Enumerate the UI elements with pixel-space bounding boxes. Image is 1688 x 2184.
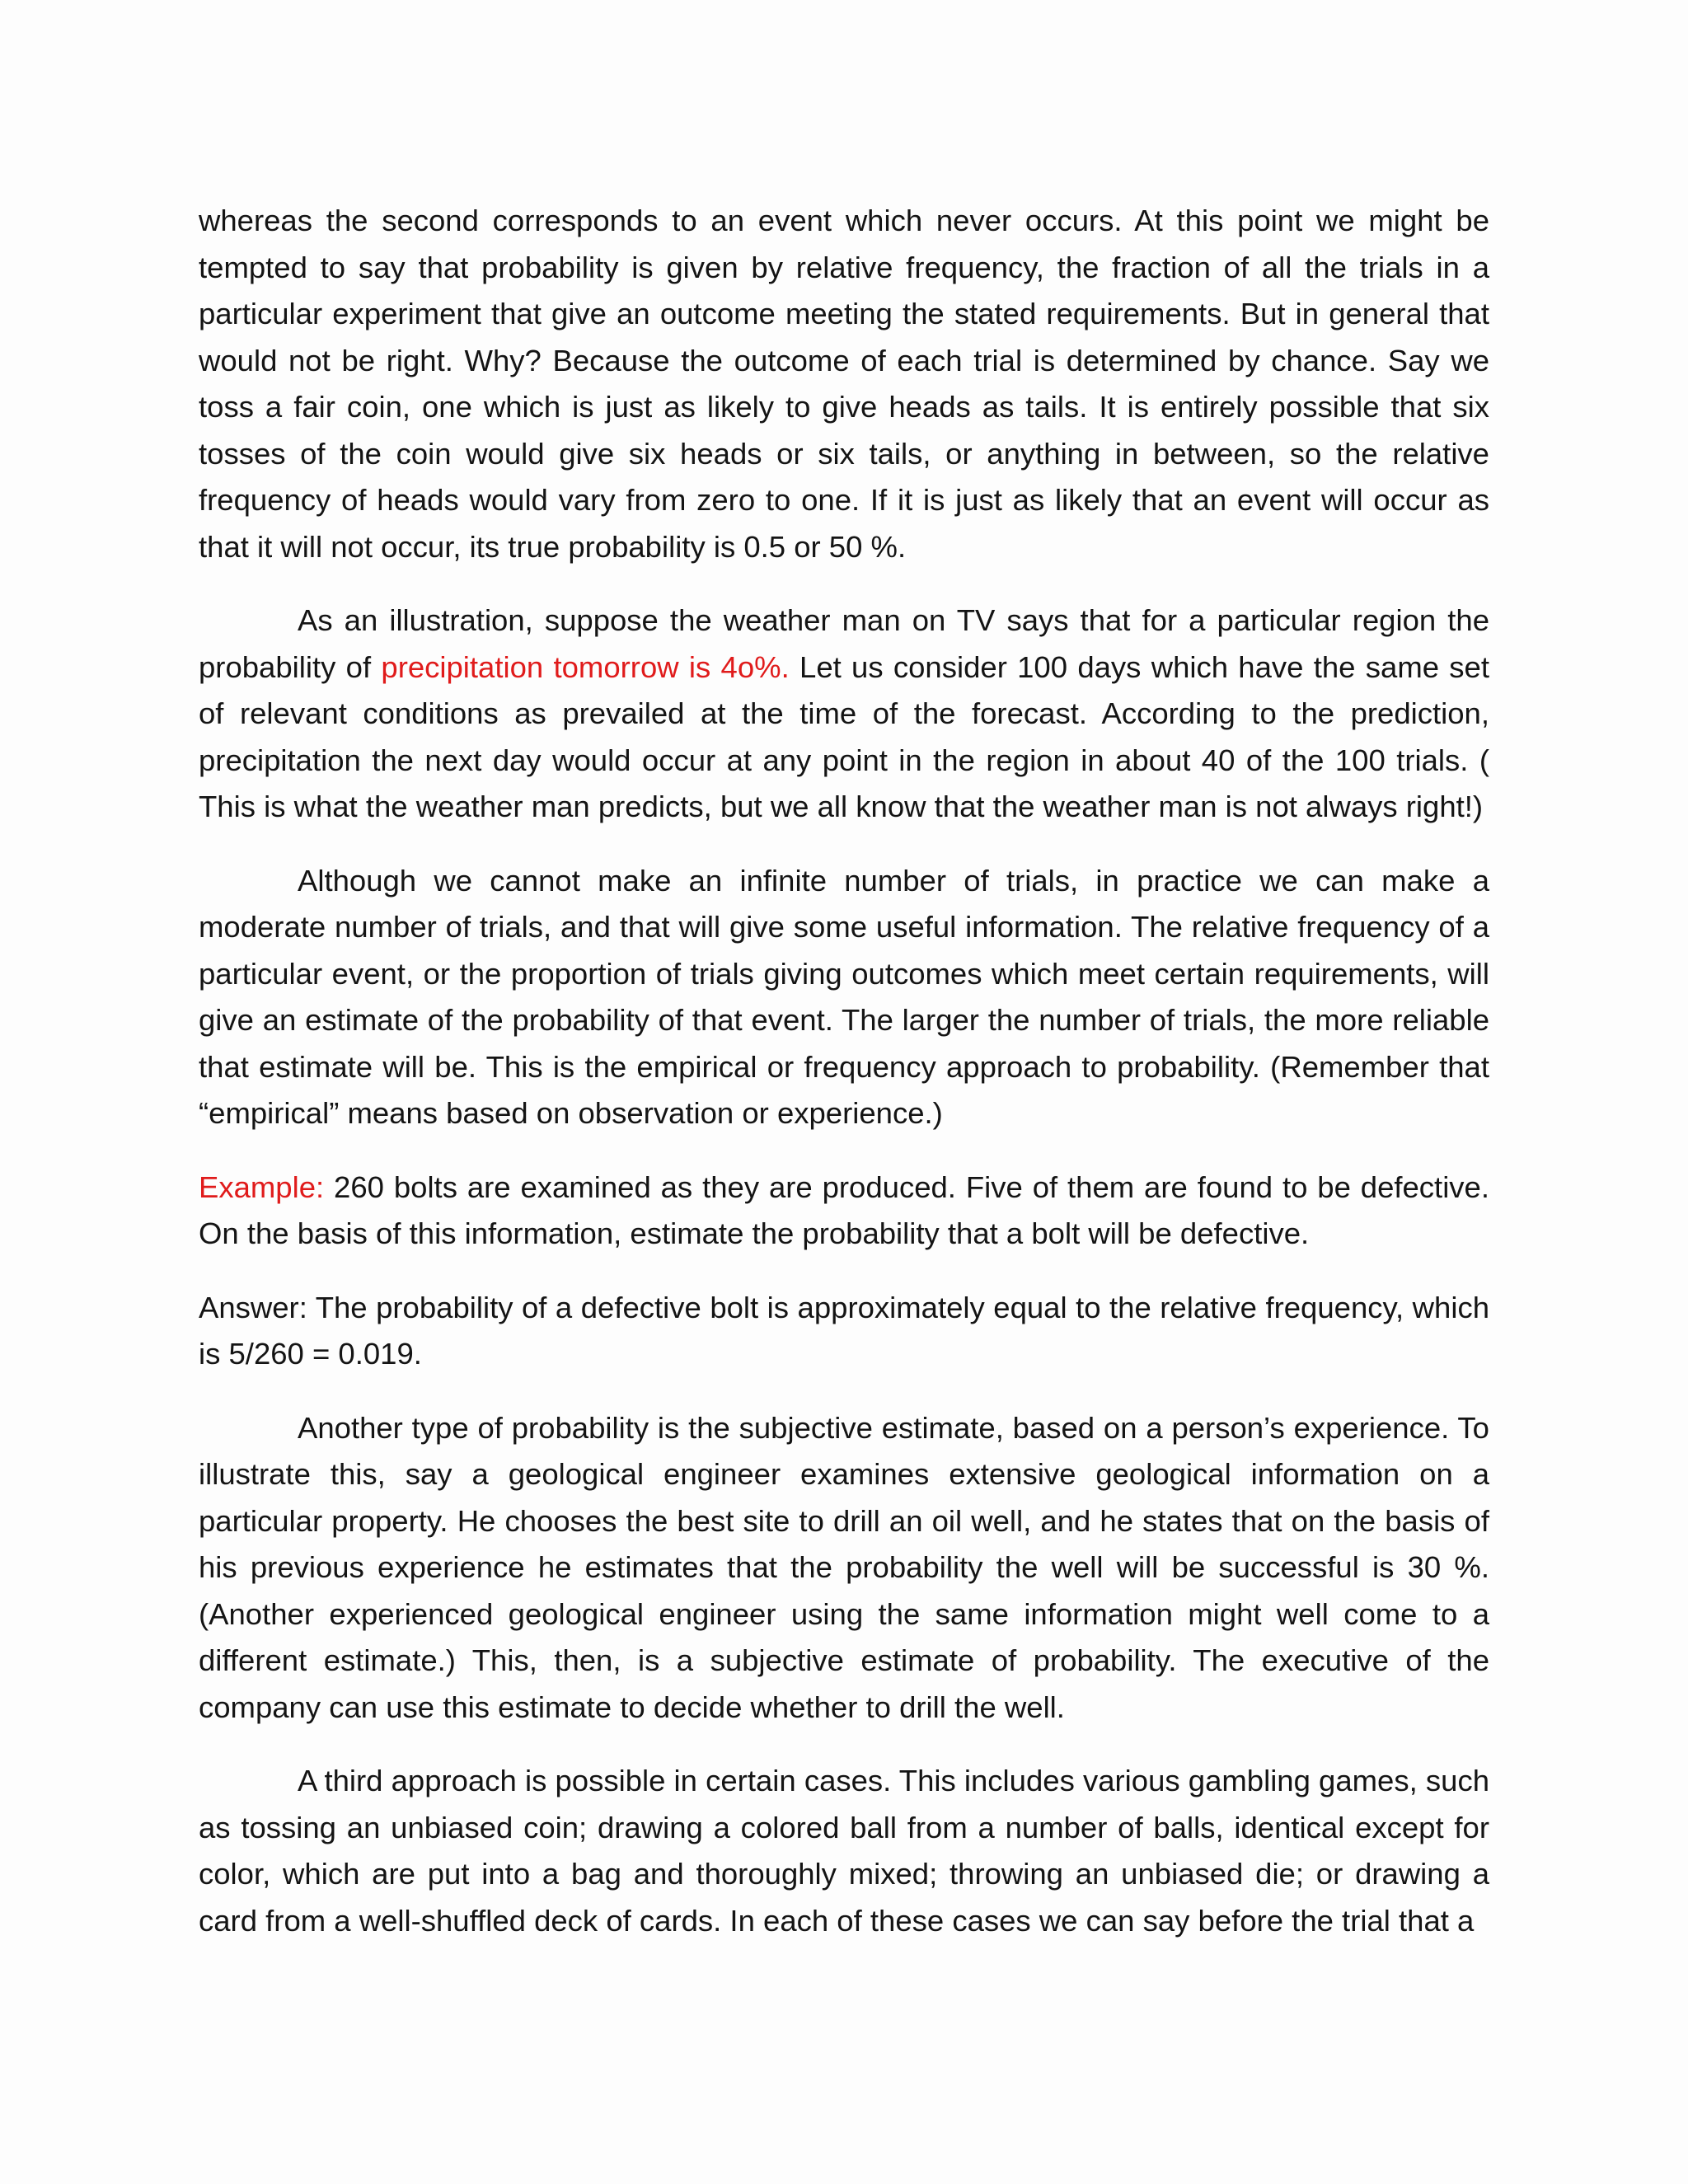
paragraph-answer: Answer: The probability of a defective bolt is approximately equal to the relative frequency, which is 5/260 = 0.019. bbox=[199, 1290, 1489, 1371]
weather-text-before: As an illustration, suppose the weather man on TV says that for a particular region the probability of bbox=[199, 603, 1489, 684]
document-body bbox=[199, 198, 1489, 1971]
weather-highlight: precipitation tomorrow is 4o%. bbox=[381, 649, 790, 684]
paragraph-relative-frequency: whereas the second corresponds to an event which never occurs. At this point we might be tempted to say that probability is given by relative frequency, the fraction of all the trials in a particular experiment that give an outcome meeting the stated requirements. But in general that would not be right. Why? Because the outcome of each trial is determined by chance. Say we toss a fair coin, one which is just as likely to give heads as tails. It is entirely possible that six tosses of the coin would give six heads or six tails, or anything in between, so the relative frequency of heads would vary from zero to one. If it is just as likely that an event will occur as that it will not occur, its true probability is 0.5 or 50 %. bbox=[199, 204, 1489, 564]
paragraph-empirical-approach: Although we cannot make an infinite number of trials, in practice we can make a moderate number of trials, and that will give some useful information. The relative frequency of a particular event, or the proportion of trials giving outcomes which meet certain requirements, will give an estimate of the probability of that event. The larger the number of trials, the more reliable that estimate will be. This is the empirical or frequency approach to probability. (Remember that “empirical” means based on observation or experience.) bbox=[199, 863, 1489, 1130]
paragraph-weather-illustration bbox=[199, 598, 1489, 831]
weather-text-after: Let us consider 100 days which have the same set of relevant conditions as prevailed at the time of the forecast. According to the prediction, precipitation the next day would occur at any point in the region in about 40 of the 100 trials. ( This is what the weather man predicts, but we all know that the weather man is not always right!) bbox=[199, 649, 1490, 823]
paragraph-third-approach: A third approach is possible in certain cases. This includes various gambling games, such as tossing an unbiased coin; drawing a colored ball from a number of balls, identical except for color, which are put into a bag and thoroughly mixed; throwing an unbiased die; or drawing a card from a well-shuffled deck of cards. In each of these cases we can say before the trial that a bbox=[199, 1764, 1489, 1938]
example-label: Example: bbox=[199, 1169, 325, 1204]
example-text: 260 bolts are examined as they are produced. Five of them are found to be defective. On the basis of this information, estimate the probability that a bolt will be defective. bbox=[199, 1169, 1489, 1250]
paragraph-subjective-estimate: Another type of probability is the subjective estimate, based on a person’s experience. To illustrate this, say a geological engineer examines extensive geological information on a particular property. He chooses the best site to drill an oil well, and he states that on the basis of his previous experience he estimates that the probability the well will be successful is 30 %. (Another experienced geological engineer using the same information might well come to a different estimate.) This, then, is a subjective estimate of probability. The executive of the company can use this estimate to decide whether to drill the well. bbox=[199, 1410, 1489, 1724]
paragraph-example bbox=[199, 1165, 1489, 1258]
